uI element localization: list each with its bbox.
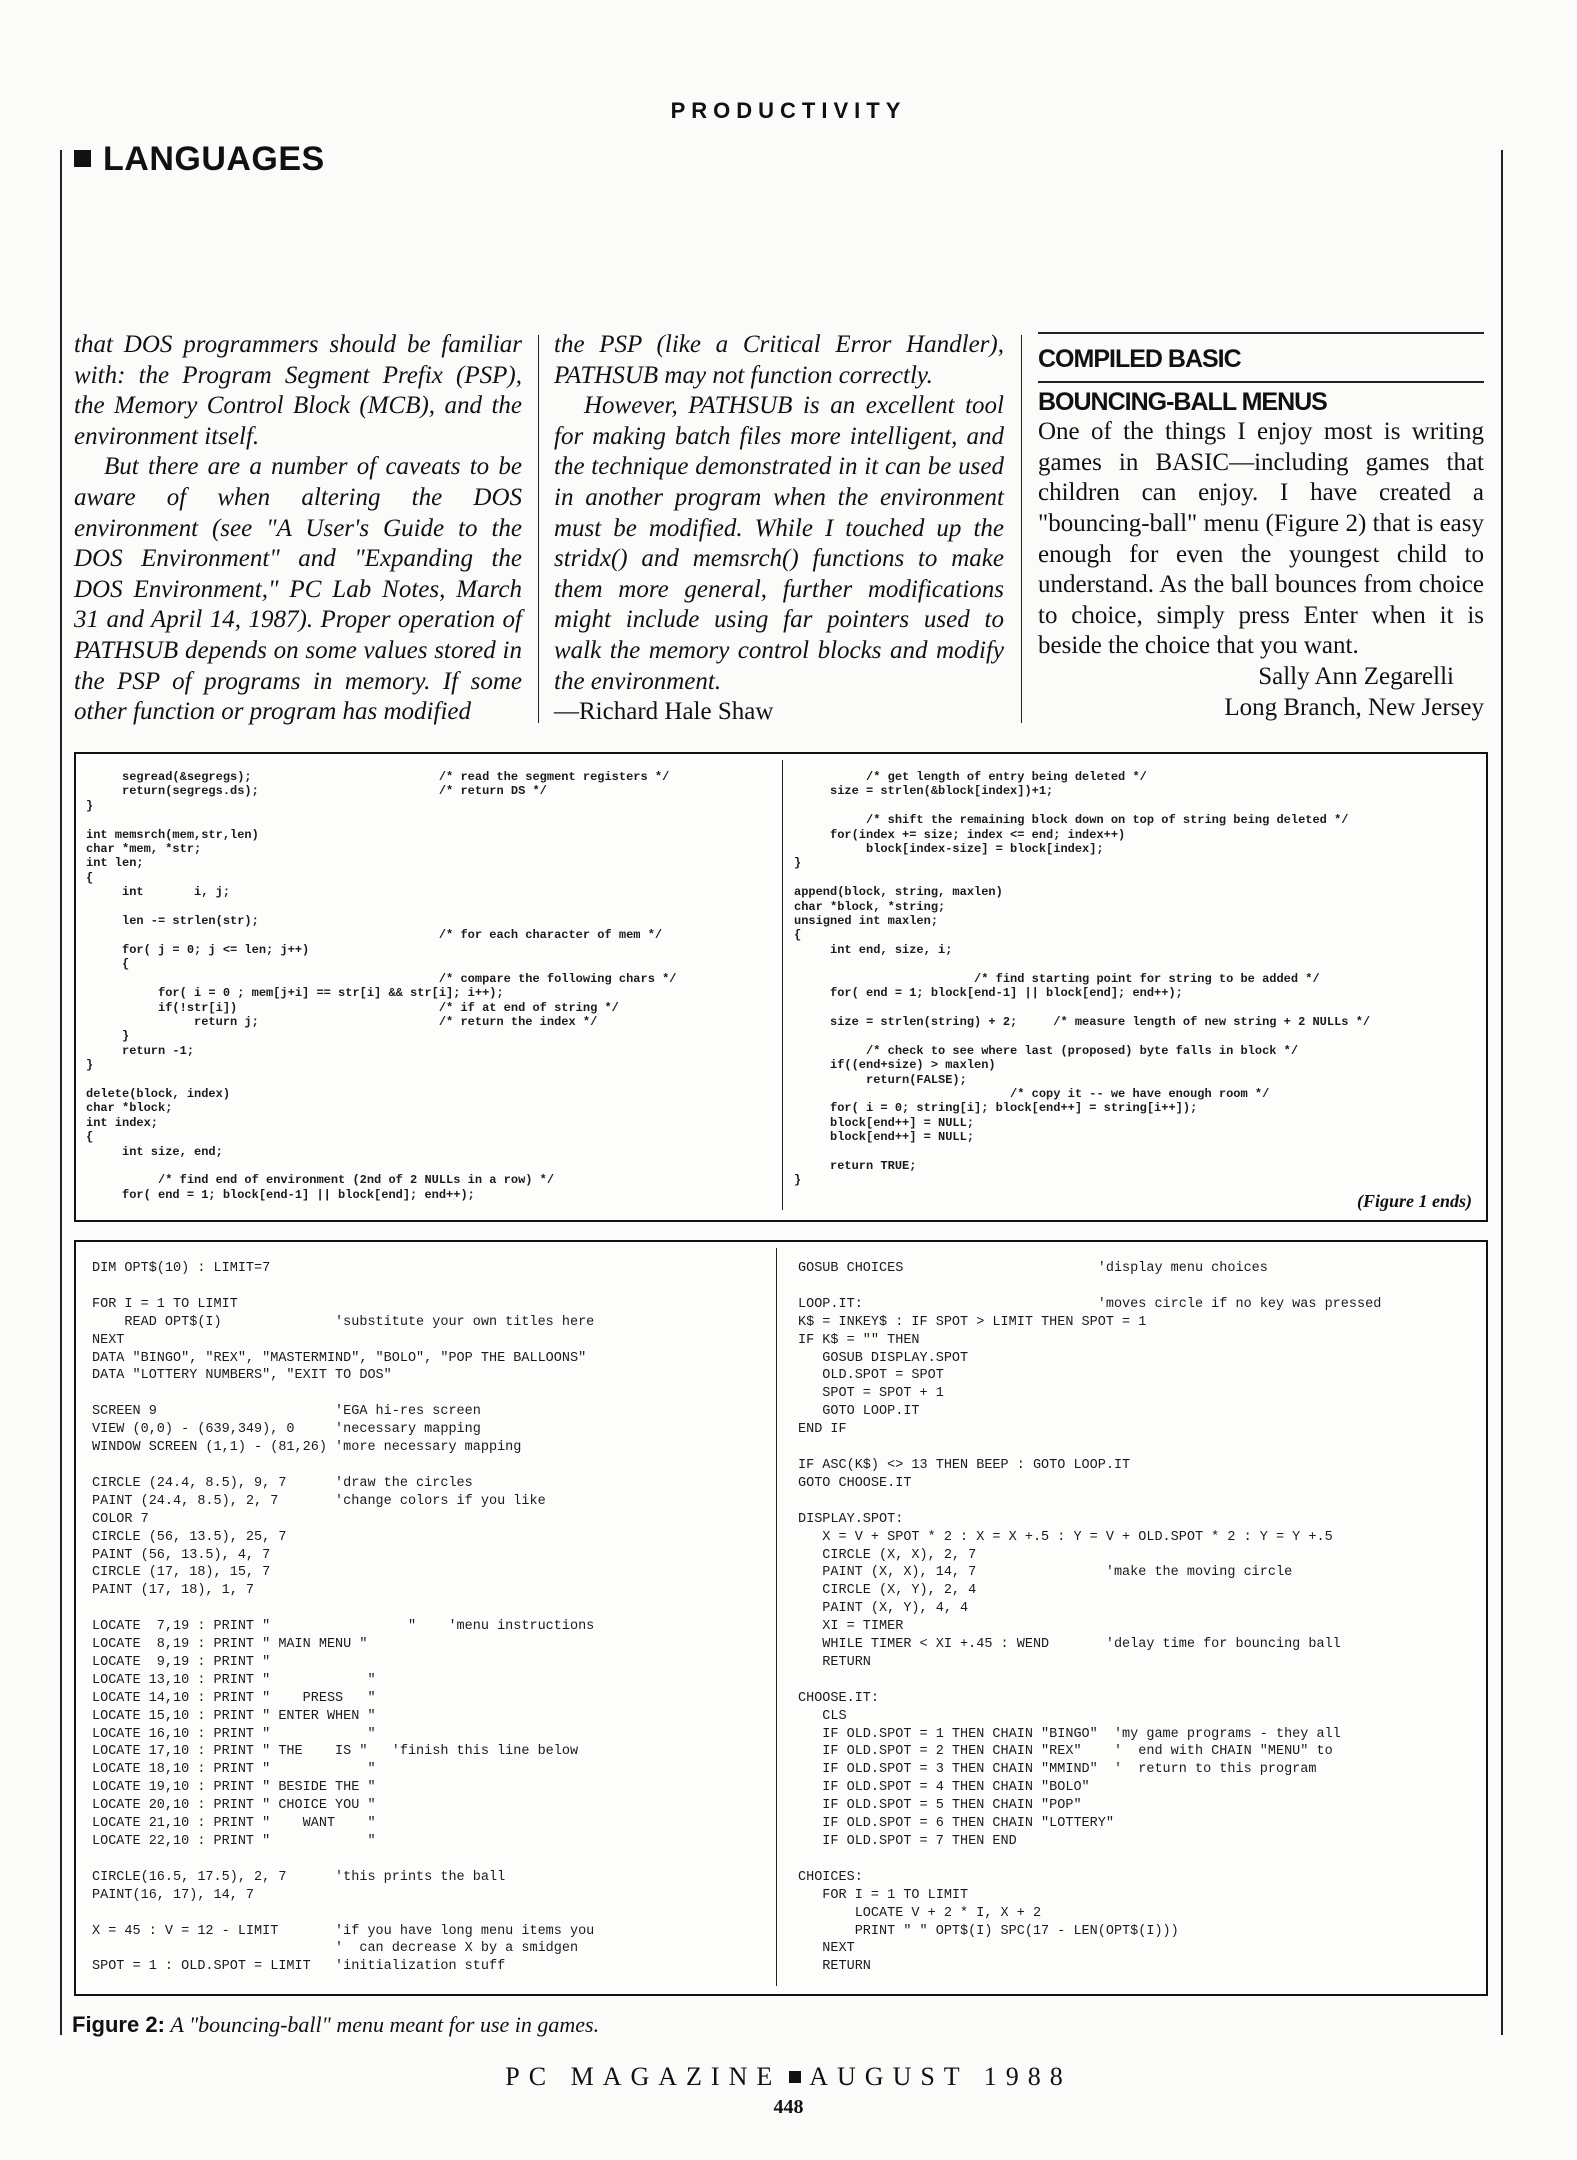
paragraph: But there are a number of caveats to be aware of when altering the DOS environment (see "A User's Guide to the DOS Environment" and "Expanding the DOS Environment," PC Lab Notes, March 31 and April 14, 1987). Proper operation of PATHSUB depends on some values stored in the PSP of programs in memory. If some other function or program has modified <box>74 453 522 726</box>
basic-listing-right: GOSUB CHOICES 'display menu choices LOOP.IT: 'moves circle if no key was pressed K$ = INKEY$ : IF SPOT > LIMIT THEN SPOT = 1 IF K$ = "" THEN GOSUB DISPLAY.SPOT OLD.SPOT = SPOT SPOT = SPOT + 1 GOTO LOOP.IT END IF IF ASC(K$) <> 13 THEN BEEP : GOTO LOOP.IT GOTO CHOOSE.IT DISPLAY.SPOT: X = V + SPOT * 2 : X = X +.5 : Y = V + OLD.SPOT * 2 : Y = Y +.5 CIRCLE (X, X), 2, 7 PAINT (X, X), 14, 7 'make the moving circle CIRCLE (X, Y), 2, 4 PAINT (X, Y), 4, 4 XI = TIMER WHILE TIMER < XI +.45 : WEND 'delay time for bouncing ball RETURN CHOOSE.IT: CLS IF OLD.SPOT = 1 THEN CHAIN "BINGO" 'my game programs - they all IF OLD.SPOT = 2 THEN CHAIN "REX" ' end with CHAIN "MENU" to IF OLD.SPOT = 3 THEN CHAIN "MMIND" ' return to this program IF OLD.SPOT = 4 THEN CHAIN "BOLO" IF OLD.SPOT = 5 THEN CHAIN "POP" IF OLD.SPOT = 6 THEN CHAIN "LOTTERY" IF OLD.SPOT = 7 THEN END CHOICES: FOR I = 1 TO LIMIT LOCATE V + 2 * I, X + 2 PRINT " " OPT$(I) SPC(17 - LEN(OPT$(I))) NEXT RETURN <box>798 1261 1382 1975</box>
department-label <box>74 140 325 179</box>
listing-divider <box>782 760 783 1210</box>
page-number: 448 <box>773 2096 804 2118</box>
author-location: Long Branch, New Jersey <box>1224 693 1484 721</box>
figure-2-listing <box>74 1240 1488 1996</box>
article-column-3 <box>1038 340 1484 723</box>
code-listing-right: /* get length of entry being deleted */ size = strlen(&block[index])+1; /* shift the remaining block down on top of string being deleted */ for(index += size; index <= end; index++) block[index-size] = block[index]; } append(block, string, maxlen) char *block, *string; unsigned int maxlen; { int end, size, i; /* find starting point for string to be added */ for( end = 1; block[end-1] || block[end]; end++); size = strlen(string) + 2; /* measure length of new string + 2 NULLs */ /* check to see where last (proposed) byte falls in block */ if((end+size) > maxlen) return(FALSE); /* copy it -- we have enough room */ for( i = 0; string[i]; block[end++] = string[i++]); block[end++] = NULL; block[end++] = NULL; return TRUE; } <box>794 770 1371 1188</box>
code-listing-left: segread(&segregs); /* read the segment registers */ return(segregs.ds); /* return DS */ } int memsrch(mem,str,len) char *mem, *str; int len; { int i, j; len -= strlen(str); /* for each character of mem */ for( j = 0; j <= len; j++) { /* compare the following chars */ for( i = 0 ; mem[j+i] == str[i] && str[i]; i++); if(!str[i]) /* if at end of string */ return j; /* return the index */ } return -1; } delete(block, index) char *block; int index; { int size, end; /* find end of environment (2nd of 2 NULLs in a row) */ for( end = 1; block[end-1] || block[end]; end++); <box>86 770 677 1202</box>
column-divider <box>538 335 539 723</box>
paragraph: However, PATHSUB is an excellent tool for making batch files more intelligent, and the technique demonstrated in it can be used in another program when the environment must be modified. While I touched up the stridx() and memsrch() functions to make them more general, further modifications might include using far pointers used to walk the memory control blocks and modify the environment. <box>554 392 1004 695</box>
basic-listing-left: DIM OPT$(10) : LIMIT=7 FOR I = 1 TO LIMIT READ OPT$(I) 'substitute your own titles here NEXT DATA "BINGO", "REX", "MASTERMIND", "BOLO", "POP THE BALLOONS" DATA "LOTTERY NUMBERS", "EXIT TO DOS" SCREEN 9 'EGA hi-res screen VIEW (0,0) - (639,349), 0 'necessary mapping WINDOW SCREEN (1,1) - (81,26) 'more necessary mapping CIRCLE (24.4, 8.5), 9, 7 'draw the circles PAINT (24.4, 8.5), 2, 7 'change colors if you like COLOR 7 CIRCLE (56, 13.5), 25, 7 PAINT (56, 13.5), 4, 7 CIRCLE (17, 18), 15, 7 PAINT (17, 18), 1, 7 LOCATE 7,19 : PRINT " " 'menu instructions LOCATE 8,19 : PRINT " MAIN MENU " LOCATE 9,19 : PRINT " LOCATE 13,10 : PRINT " " LOCATE 14,10 : PRINT " PRESS " LOCATE 15,10 : PRINT " ENTER WHEN " LOCATE 16,10 : PRINT " " LOCATE 17,10 : PRINT " THE IS " 'finish this line below LOCATE 18,10 : PRINT " " LOCATE 19,10 : PRINT " BESIDE THE " LOCATE 20,10 : PRINT " CHOICE YOU " LOCATE 21,10 : PRINT " WANT " LOCATE 22,10 : PRINT " " CIRCLE(16.5, 17.5), 2, 7 'this prints the ball PAINT(16, 17), 14, 7 X = 45 : V = 12 - LIMIT 'if you have long menu items you ' can decrease X by a smidgen SPOT = 1 : OLD.SPOT = LIMIT 'initialization stuff <box>92 1261 595 1975</box>
footer-square-icon <box>789 2071 801 2083</box>
rule-top <box>1038 332 1484 334</box>
category-heading: COMPILED BASIC <box>1038 345 1241 373</box>
article-body: One of the things I enjoy most is writing games in BASIC—including games that children can enjoy. I have created a "bouncing-ball" menu (Figure 2) that is easy enough for even the youngest child to understand. As the ball bounces from choice to choice, simply press Enter when it is beside the choice that you want. <box>1038 418 1484 660</box>
article-signature: —Richard Hale Shaw <box>554 698 774 726</box>
listing-divider <box>776 1248 777 1986</box>
figure-2-caption <box>72 2012 599 2038</box>
article-title: BOUNCING-BALL MENUS <box>1038 387 1327 416</box>
figure-1-listing <box>74 752 1488 1222</box>
category-rule <box>1038 381 1484 383</box>
author-name: Sally Ann Zegarelli <box>1258 662 1454 690</box>
caption-text: A "bouncing-ball" menu meant for use in games. <box>170 2012 600 2037</box>
caption-label: Figure 2: <box>72 2012 165 2037</box>
magazine-name: PC MAGAZINE <box>505 2062 782 2091</box>
issue-date: AUGUST 1988 <box>809 2062 1072 2091</box>
article-column-2 <box>554 330 1004 728</box>
page-footer <box>0 2062 1577 2092</box>
right-frame-rule <box>1501 150 1503 2035</box>
bullet-square-icon <box>74 150 91 167</box>
left-frame-rule <box>60 150 62 2035</box>
department-text: LANGUAGES <box>103 140 325 178</box>
paragraph: that DOS programmers should be familiar with: the Program Segment Prefix (PSP), the Memory Control Block (MCB), and the environment itself. <box>74 331 522 450</box>
figure-end-note: (Figure 1 ends) <box>1356 1191 1472 1211</box>
paragraph: the PSP (like a Critical Error Handler), PATHSUB may not function correctly. <box>554 331 1004 389</box>
section-title: PRODUCTIVITY <box>670 98 907 123</box>
column-divider <box>1021 335 1022 723</box>
article-column-1 <box>74 330 522 728</box>
